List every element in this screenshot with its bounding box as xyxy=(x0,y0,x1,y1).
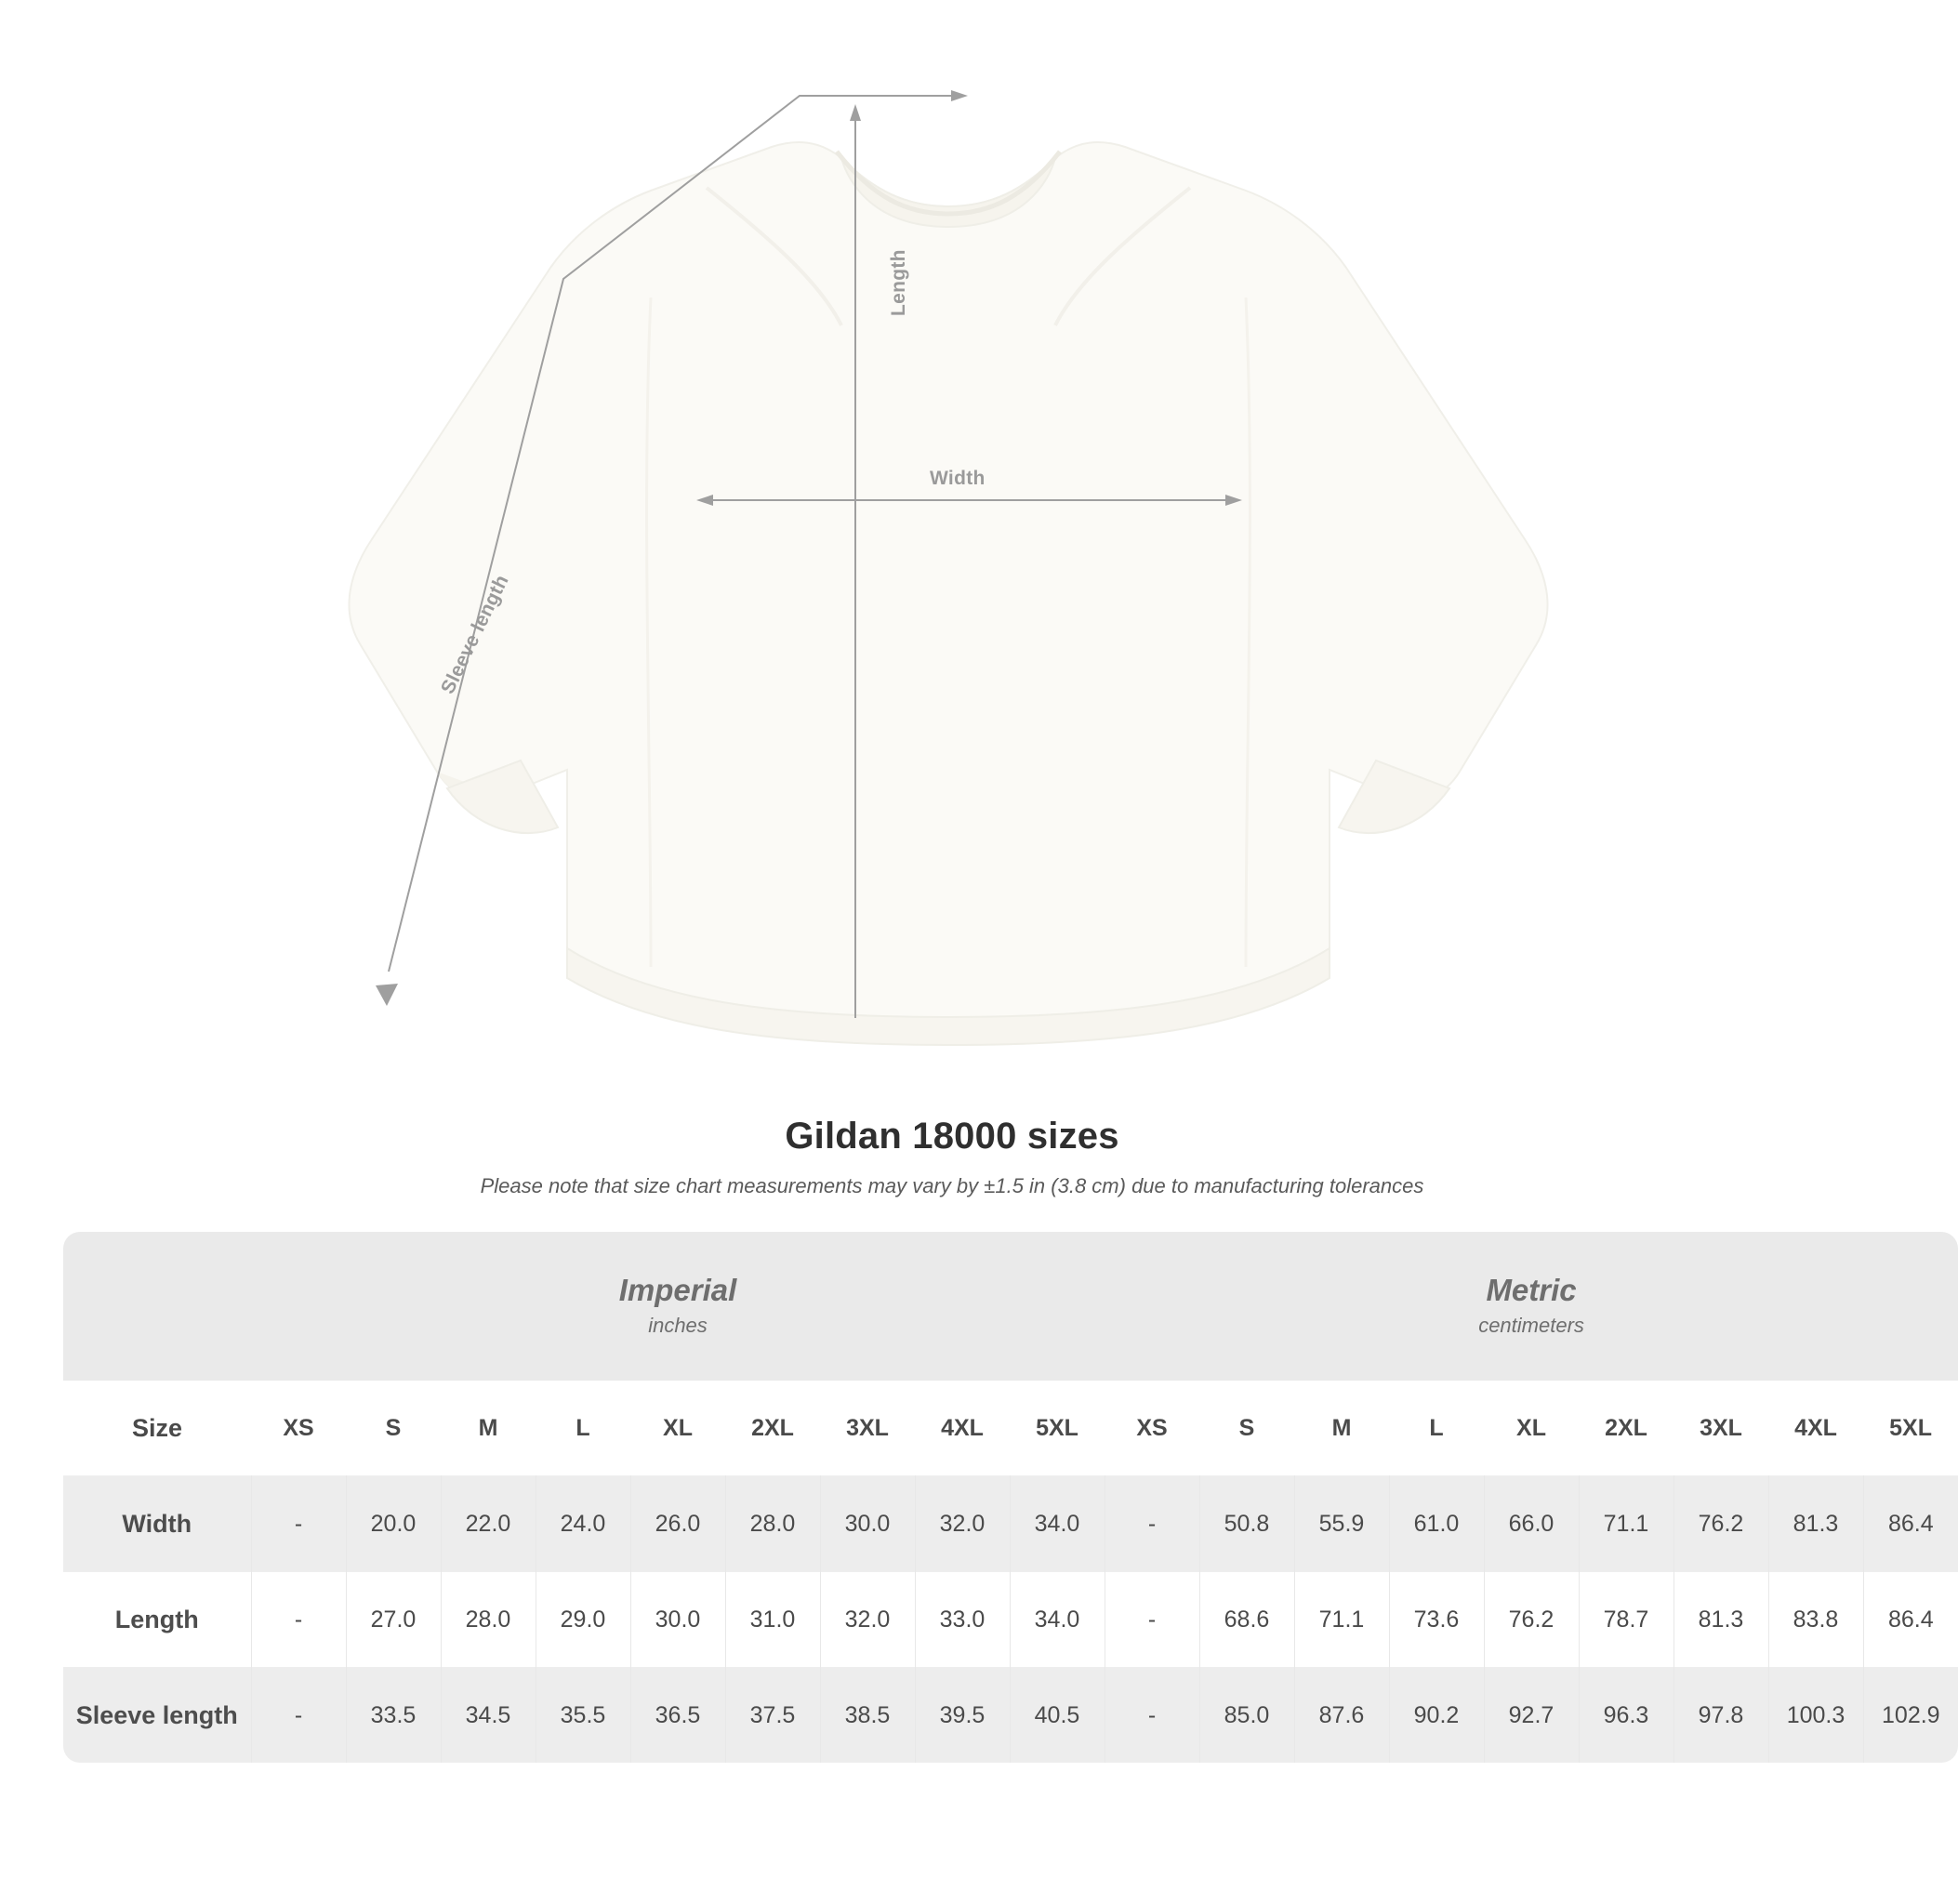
cell-length-met-5xl: 86.4 xyxy=(1863,1572,1958,1668)
size-col-met-2xl: 2XL xyxy=(1579,1381,1674,1476)
cell-sleeve-met-5xl: 102.9 xyxy=(1863,1668,1958,1764)
unit-imperial-cell xyxy=(251,1232,1105,1381)
table-row xyxy=(63,1476,1958,1572)
cell-sleeve-met-xl: 92.7 xyxy=(1484,1668,1579,1764)
cell-length-imp-3xl: 32.0 xyxy=(820,1572,915,1668)
cell-width-met-l: 61.0 xyxy=(1389,1476,1484,1572)
size-col-met-xl: XL xyxy=(1484,1381,1579,1476)
cell-length-imp-xs: - xyxy=(251,1572,346,1668)
cell-length-met-4xl: 83.8 xyxy=(1768,1572,1863,1668)
cell-length-imp-4xl: 33.0 xyxy=(915,1572,1010,1668)
cell-sleeve-imp-xs: - xyxy=(251,1668,346,1764)
cell-length-met-m: 71.1 xyxy=(1294,1572,1389,1668)
cell-sleeve-met-3xl: 97.8 xyxy=(1674,1668,1768,1764)
cell-width-imp-2xl: 28.0 xyxy=(725,1476,820,1572)
cell-width-imp-4xl: 32.0 xyxy=(915,1476,1010,1572)
length-label: Length xyxy=(888,249,909,316)
cell-length-met-s: 68.6 xyxy=(1199,1572,1294,1668)
cell-width-met-s: 50.8 xyxy=(1199,1476,1294,1572)
size-col-met-l: L xyxy=(1389,1381,1484,1476)
cell-length-imp-5xl: 34.0 xyxy=(1010,1572,1105,1668)
title-block xyxy=(0,1116,1904,1198)
size-col-met-4xl: 4XL xyxy=(1768,1381,1863,1476)
size-header-label: Size xyxy=(63,1381,251,1476)
cell-sleeve-met-m: 87.6 xyxy=(1294,1668,1389,1764)
cell-length-met-xl: 76.2 xyxy=(1484,1572,1579,1668)
size-col-imp-2xl: 2XL xyxy=(725,1381,820,1476)
size-col-imp-m: M xyxy=(441,1381,536,1476)
cell-sleeve-imp-m: 34.5 xyxy=(441,1668,536,1764)
cell-sleeve-imp-2xl: 37.5 xyxy=(725,1668,820,1764)
cell-sleeve-met-l: 90.2 xyxy=(1389,1668,1484,1764)
cell-sleeve-met-4xl: 100.3 xyxy=(1768,1668,1863,1764)
cell-width-met-2xl: 71.1 xyxy=(1579,1476,1674,1572)
sleeve-length-label: Sleeve length xyxy=(437,571,513,698)
table-row xyxy=(63,1572,1958,1668)
size-col-imp-4xl: 4XL xyxy=(915,1381,1010,1476)
cell-sleeve-imp-l: 35.5 xyxy=(536,1668,630,1764)
size-col-imp-xl: XL xyxy=(630,1381,725,1476)
cell-sleeve-imp-4xl: 39.5 xyxy=(915,1668,1010,1764)
size-col-met-3xl: 3XL xyxy=(1674,1381,1768,1476)
unit-imperial-name: Imperial xyxy=(618,1272,737,1307)
cell-length-imp-m: 28.0 xyxy=(441,1572,536,1668)
size-col-met-xs: XS xyxy=(1105,1381,1199,1476)
cell-sleeve-met-2xl: 96.3 xyxy=(1579,1668,1674,1764)
size-col-met-m: M xyxy=(1294,1381,1389,1476)
unit-metric-sub: centimeters xyxy=(1478,1314,1584,1338)
cell-width-imp-l: 24.0 xyxy=(536,1476,630,1572)
size-col-imp-s: S xyxy=(346,1381,441,1476)
row-label-width: Width xyxy=(63,1476,251,1572)
sweatshirt-shape xyxy=(350,142,1548,1045)
size-table xyxy=(63,1232,1958,1763)
table-row xyxy=(63,1668,1958,1764)
cell-length-met-2xl: 78.7 xyxy=(1579,1572,1674,1668)
cell-length-imp-s: 27.0 xyxy=(346,1572,441,1668)
cell-width-imp-m: 22.0 xyxy=(441,1476,536,1572)
unit-header-row xyxy=(63,1232,1958,1381)
row-label-sleeve-length: Sleeve length xyxy=(63,1668,251,1764)
cell-sleeve-imp-3xl: 38.5 xyxy=(820,1668,915,1764)
cell-sleeve-met-xs: - xyxy=(1105,1668,1199,1764)
cell-width-met-m: 55.9 xyxy=(1294,1476,1389,1572)
size-table-container xyxy=(63,1232,1940,1763)
size-header-row xyxy=(63,1381,1958,1476)
cell-length-imp-2xl: 31.0 xyxy=(725,1572,820,1668)
cell-width-imp-5xl: 34.0 xyxy=(1010,1476,1105,1572)
unit-metric-cell xyxy=(1105,1232,1958,1381)
size-col-imp-3xl: 3XL xyxy=(820,1381,915,1476)
cell-length-imp-l: 29.0 xyxy=(536,1572,630,1668)
width-label: Width xyxy=(930,468,986,489)
cell-width-met-xs: - xyxy=(1105,1476,1199,1572)
size-col-met-s: S xyxy=(1199,1381,1294,1476)
unit-imperial-sub: inches xyxy=(648,1314,708,1338)
size-col-imp-xs: XS xyxy=(251,1381,346,1476)
cell-width-met-xl: 66.0 xyxy=(1484,1476,1579,1572)
cell-sleeve-imp-xl: 36.5 xyxy=(630,1668,725,1764)
row-label-length: Length xyxy=(63,1572,251,1668)
unit-metric-name: Metric xyxy=(1486,1272,1577,1307)
size-col-met-5xl: 5XL xyxy=(1863,1381,1958,1476)
cell-length-met-xs: - xyxy=(1105,1572,1199,1668)
cell-width-imp-3xl: 30.0 xyxy=(820,1476,915,1572)
cell-length-met-3xl: 81.3 xyxy=(1674,1572,1768,1668)
cell-width-imp-xs: - xyxy=(251,1476,346,1572)
unit-blank-cell xyxy=(63,1232,251,1381)
cell-width-imp-s: 20.0 xyxy=(346,1476,441,1572)
cell-width-imp-xl: 26.0 xyxy=(630,1476,725,1572)
cell-sleeve-met-s: 85.0 xyxy=(1199,1668,1294,1764)
tolerance-note: Please note that size chart measurements may vary by ±1.5 in (3.8 cm) due to manufacturing tolerances xyxy=(480,1174,1424,1197)
cell-sleeve-imp-s: 33.5 xyxy=(346,1668,441,1764)
cell-length-met-l: 73.6 xyxy=(1389,1572,1484,1668)
cell-width-met-5xl: 86.4 xyxy=(1863,1476,1958,1572)
page-title: Gildan 18000 sizes xyxy=(785,1116,1119,1157)
cell-sleeve-imp-5xl: 40.5 xyxy=(1010,1668,1105,1764)
cell-length-imp-xl: 30.0 xyxy=(630,1572,725,1668)
cell-width-met-3xl: 76.2 xyxy=(1674,1476,1768,1572)
size-col-imp-l: L xyxy=(536,1381,630,1476)
size-col-imp-5xl: 5XL xyxy=(1010,1381,1105,1476)
cell-width-met-4xl: 81.3 xyxy=(1768,1476,1863,1572)
